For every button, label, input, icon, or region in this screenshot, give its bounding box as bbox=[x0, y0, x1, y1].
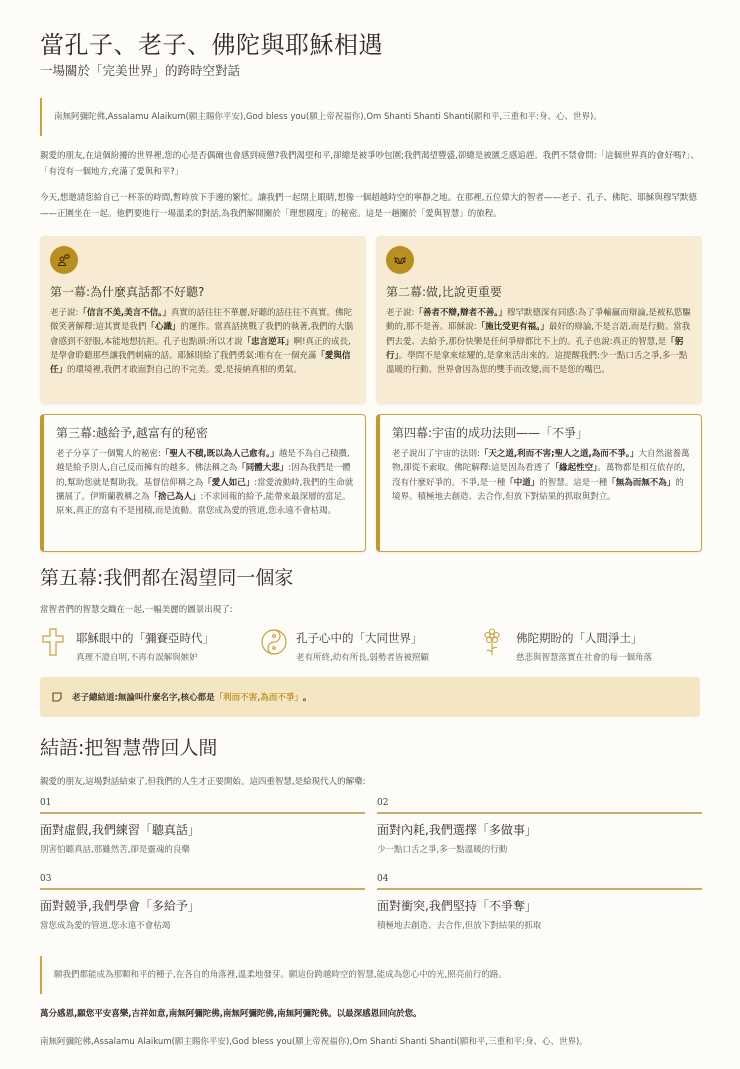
emphasis-text: 「同體大悲」 bbox=[237, 463, 289, 474]
emphasis-text: 「天之道,利而不害;聖人之道,為而不爭。」 bbox=[479, 449, 639, 459]
emphasis-text: 「躬行」 bbox=[386, 336, 684, 361]
step-desc: 別害怕聽真話,那雖然苦,卻是靈魂的良藥 bbox=[40, 845, 190, 855]
visions-row bbox=[40, 627, 700, 664]
body-text: 大自然滋養萬物,卻從不索取。佛陀解釋:這是因為看透了 bbox=[392, 449, 690, 474]
summary-highlight: 「利而不害,為而不爭」 bbox=[214, 693, 303, 703]
page-title: 當孔子、老子、佛陀與耶穌相遇 bbox=[40, 31, 383, 59]
act5-intro: 當智者們的智慧交織在一起,一幅美麗的圖景出現了: bbox=[40, 605, 233, 615]
step-desc: 積極地去創造、去合作,但放下對結果的抓取 bbox=[377, 921, 542, 931]
step-desc: 當您成為愛的管道,您永遠不會枯竭 bbox=[40, 921, 171, 931]
body-text: 的運作。當真話挑戰了我們的執著,我們的大腦會感到不舒服,本能地想抗拒。孔子也點頭:所以才說 bbox=[50, 322, 354, 347]
body-text: :當愛流動時,我們的生命就擴展了。伊斯蘭教稱之為 bbox=[56, 477, 354, 502]
emphasis-text: 「緣起性空」 bbox=[550, 463, 598, 474]
emphasis-text: 「忠言逆耳」 bbox=[242, 336, 294, 347]
emphasis-text: 「無為而無不為」 bbox=[607, 477, 676, 488]
step-title: 面對衝突,我們堅持「不爭奪」 bbox=[377, 899, 537, 913]
emphasis-text: 「心識」 bbox=[146, 322, 181, 333]
summary-suffix: 。 bbox=[302, 693, 312, 703]
act-title: 第四幕:宇宙的成功法則——「不爭」 bbox=[392, 426, 589, 440]
praying-hands-icon bbox=[386, 246, 414, 274]
body-text: 的智慧。這是一種 bbox=[539, 477, 608, 488]
body-text: 老子說: bbox=[50, 308, 79, 318]
conclusion-intro: 親愛的朋友,這場對話結束了,但我們的人生才正要開始。這四重智慧,是給現代人的解藥: bbox=[40, 777, 366, 787]
emphasis-text: 「捨己為人」 bbox=[149, 491, 201, 502]
step-title: 面對內耗,我們選擇「多做事」 bbox=[377, 823, 537, 837]
act-card-2 bbox=[376, 236, 702, 404]
conclusion-heading: 結語:把智慧帶回人間 bbox=[40, 737, 218, 759]
act-body bbox=[386, 306, 692, 377]
summary-callout bbox=[40, 677, 700, 717]
act-card-1 bbox=[40, 236, 366, 404]
emphasis-text: 「信言不美,美言不信。」 bbox=[78, 308, 171, 318]
vision-desc: 老有所終,幼有所長,弱勢者皆被照顧 bbox=[296, 653, 429, 663]
body-text: 啊!真正的成長,是學會聆聽那些讓我們刺痛的話。耶穌則給了我們勇氣:唯有在一個充滿 bbox=[50, 336, 351, 361]
body-text: 。萬物都是相互依存的,沒有什麼好爭的。不爭,是一種 bbox=[392, 463, 686, 488]
act-title: 第一幕:為什麼真話都不好聽? bbox=[50, 285, 205, 299]
vision-item bbox=[480, 627, 700, 664]
step-item bbox=[40, 874, 365, 950]
body-text: 老子分享了一個驚人的秘密: bbox=[56, 449, 161, 459]
step-item bbox=[40, 798, 365, 874]
intro-paragraph-2: 今天,想邀請您給自己一杯茶的時間,暫時放下手邊的繁忙。讓我們一起閉上眼睛,想像一個超越時空的寧靜之地。在那裡,五位偉大的智者——老子、孔子、佛陀、耶穌與穆罕默德——正圍坐在一起。他們要進行一場溫柔的對話,為我們解開關於「理想國度」的秘密。這是一趟關於「愛與智慧」的旅程。 bbox=[40, 193, 697, 219]
emphasis-text: 「施比受更有福。」 bbox=[476, 322, 549, 333]
final-blessing: 南無阿彌陀佛,Assalamu Alaikum(願主賜你平安),God bless you(願上帝祝福你),Om Shanti Shanti Shanti(願和平,三重和平:身、心、世界)。 bbox=[40, 1037, 588, 1047]
thanks-line: 萬分感恩,願您平安喜樂,吉祥如意,南無阿彌陀佛,南無阿彌陀佛,南無阿彌陀佛。以最深感恩回向於您。 bbox=[40, 1009, 422, 1019]
body-text: 老子說: bbox=[386, 308, 415, 318]
step-number: 01 bbox=[40, 798, 365, 814]
opening-blessing: 南無阿彌陀佛,Assalamu Alaikum(願主賜你平安),God bless you(願上帝祝福你),Om Shanti Shanti Shanti(願和平,三重和平:身、心、世界)。 bbox=[40, 98, 700, 136]
emphasis-text: 「聖人不積,既以為人己愈有。」 bbox=[160, 449, 279, 459]
vision-title: 耶穌眼中的「彌賽亞時代」 bbox=[76, 631, 214, 645]
body-text: :不求回報的給予,能帶來最深層的富足。原來,真正的富有不是囤積,而是流動。當您成為愛的管道,您永遠不會枯竭。 bbox=[56, 491, 351, 517]
summary-prefix: 老子總結道:無論叫什麼名字,核心都是 bbox=[72, 693, 215, 703]
act-title: 第三幕:越給予,越富有的秘密 bbox=[56, 426, 208, 440]
step-item bbox=[377, 798, 702, 874]
emphasis-text: 「善者不辯,辯者不善。」 bbox=[414, 308, 507, 318]
act-card-4 bbox=[376, 414, 702, 552]
vision-desc: 真理不證自明,不再有誤解與嫉妒 bbox=[76, 653, 198, 663]
vision-title: 佛陀期盼的「人間淨土」 bbox=[516, 631, 643, 645]
step-title: 面對競爭,我們學會「多給予」 bbox=[40, 899, 200, 913]
emphasis-text: 「愛與信任」 bbox=[50, 350, 351, 376]
body-text: 穆罕默德深有同感:為了爭輸贏而辯論,是被私慾驅動的,那不是善。耶穌說: bbox=[386, 308, 691, 333]
emphasis-text: 「中道」 bbox=[505, 477, 540, 488]
act-body bbox=[56, 447, 355, 518]
flower-icon bbox=[480, 627, 510, 659]
step-title: 面對虛假,我們練習「聽真話」 bbox=[40, 823, 200, 837]
body-text: :因為我們是一體的,幫助您就是幫助我。基督信仰稱之為 bbox=[56, 463, 351, 488]
step-item bbox=[377, 874, 702, 950]
yin-yang-icon bbox=[260, 627, 290, 659]
vision-item bbox=[40, 627, 260, 664]
intro-paragraph-1: 親愛的朋友,在這個紛擾的世界裡,您的心是否偶爾也會感到疲憊?我們渴望和平,卻總是被爭吵包圍;我們渴望豐盛,卻總是被匱乏感追趕。我們不禁會問:「這個世界真的會好嗎?」、「有沒有一個地方,充滿了愛與和平?」 bbox=[40, 151, 699, 177]
vision-title: 孔子心中的「大同世界」 bbox=[296, 631, 423, 645]
act5-heading: 第五幕:我們都在渴望同一個家 bbox=[40, 567, 294, 589]
step-number: 02 bbox=[377, 798, 702, 814]
step-number: 04 bbox=[377, 874, 702, 890]
body-text: 最好的辯論,不是言語,而是行動。當我們去愛、去給予,那份快樂是任何爭辯都比不上的。孔子也說:真正的智慧,是 bbox=[386, 322, 691, 347]
vision-item bbox=[260, 627, 480, 664]
cross-icon bbox=[40, 627, 70, 659]
people-chat-icon bbox=[50, 246, 78, 274]
step-desc: 少一點口舌之爭,多一點溫暖的行動 bbox=[377, 845, 508, 855]
body-text: 的環境裡,我們才敢面對自己的不完美。愛,是接納真相的勇氣。 bbox=[67, 365, 302, 376]
act-title: 第二幕:做,比說更重要 bbox=[386, 285, 502, 299]
body-text: 老子說出了宇宙的法則: bbox=[392, 449, 480, 459]
act-card-3 bbox=[40, 414, 366, 552]
step-number: 03 bbox=[40, 874, 365, 890]
body-text: 越是不為自己積攢,越是給予別人,自己反而擁有的越多。佛法稱之為 bbox=[56, 449, 350, 474]
acts-grid bbox=[40, 236, 700, 552]
vision-desc: 慈悲與智慧落實在社會的每一個角落 bbox=[516, 653, 653, 663]
act-body bbox=[50, 306, 356, 377]
closing-quote: 願我們都能成為那顆和平的種子,在各自的角落裡,溫柔地發芽。願這份跨越時空的智慧,能成為您心中的光,照亮前行的路。 bbox=[40, 956, 700, 994]
page-subtitle: 一場關於「完美世界」的跨時空對話 bbox=[40, 63, 241, 78]
body-text: 。學問不是拿來炫耀的,是拿來活出來的。這提醒我們:少一點口舌之爭,多一點溫暖的行動。世界會因為您的雙手而改變,而不是您的嘴巴。 bbox=[386, 350, 688, 376]
act-body bbox=[392, 447, 691, 504]
wisdom-steps bbox=[40, 798, 700, 950]
body-text: 真實的話往往不華麗,好聽的話往往不真實。佛陀微笑著解釋:這其實是我們 bbox=[50, 308, 353, 333]
emphasis-text: 「愛人如己」 bbox=[203, 477, 255, 488]
body-text: 的境界。積極地去創造、去合作,但放下對結果的抓取與對立。 bbox=[392, 477, 684, 502]
note-icon bbox=[52, 692, 62, 702]
